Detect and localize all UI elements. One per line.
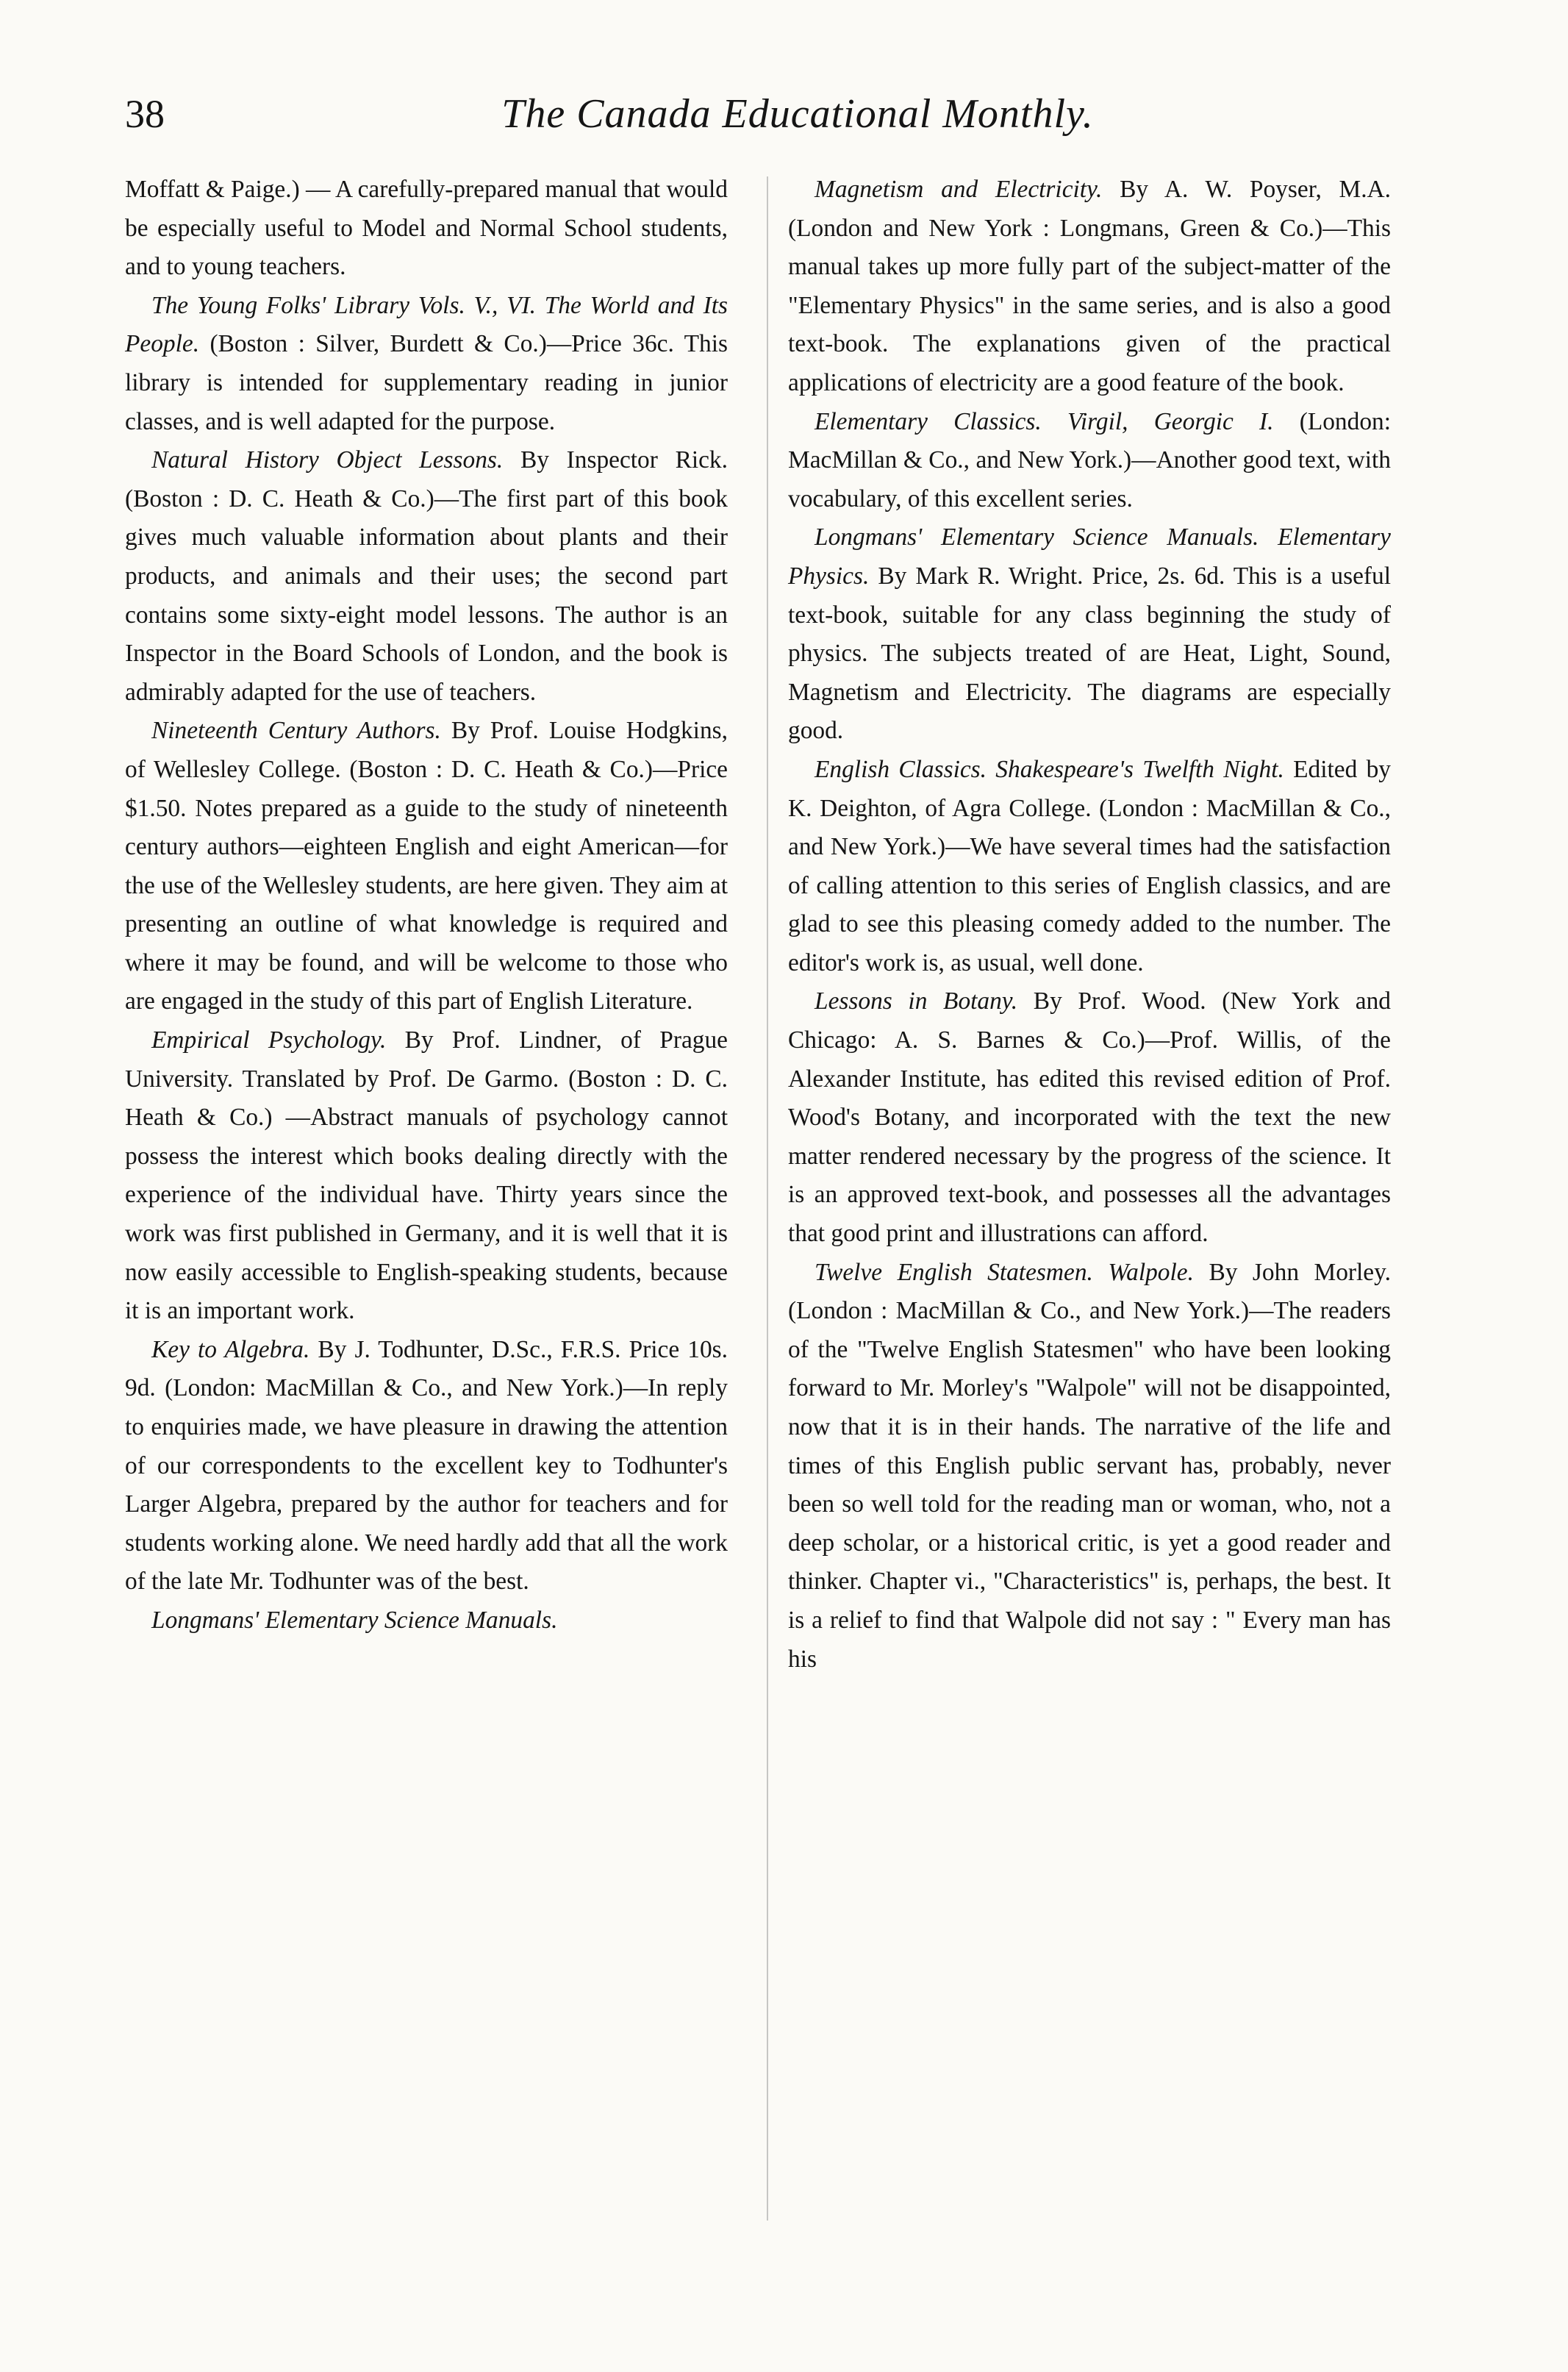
review-entry — [788, 751, 1391, 983]
book-title: Lessons in Botany. — [815, 987, 1018, 1015]
book-title: Twelve English Statesmen. Walpole. — [815, 1258, 1194, 1286]
book-title: English Classics. Shakespeare's Twelfth Night. — [815, 755, 1284, 783]
right-column — [788, 171, 1391, 1679]
column-divider — [767, 176, 768, 2221]
review-entry — [125, 712, 728, 1021]
review-entry — [125, 1601, 728, 1640]
book-title: Elementary Classics. Virgil, Georgic I. — [815, 407, 1274, 435]
review-text: By Mark R. Wright. Price, 2s. 6d. This is a useful text-book, suitable for any class beginning the study of physics. The subjects treated of are Heat, Light, Sound, Magnetism and Electricity. The diagrams are especially good. — [788, 562, 1391, 745]
page-number: 38 — [125, 92, 165, 136]
review-entry — [125, 171, 728, 287]
review-text: Moffatt & Paige.) — A carefully-prepared manual that would be especially useful to Model and Normal School students, and to young teachers. — [125, 176, 728, 281]
review-entry — [125, 1021, 728, 1331]
book-title: Longmans' Elementary Science Manuals. Elementary Physics. — [788, 524, 1391, 590]
review-entry — [125, 287, 728, 441]
review-text: (Boston : Silver, Burdett & Co.)—Price 36c. This library is intended for supplementary reading in junior classes, and is well adapted for the purpose. — [125, 330, 728, 435]
left-column — [125, 171, 728, 1640]
review-text: By Prof. Wood. (New York and Chicago: A. S. Barnes & Co.)—Prof. Willis, of the Alexander Institute, has edited this revised edition of Prof. Wood's Botany, and incorporated with the text the new matter rendered necessary by the progress of the science. It is an approved text-book, and possesses all the advantages that good print and illustrations can afford. — [788, 987, 1391, 1248]
review-entry — [125, 1331, 728, 1601]
book-title: Longmans' Elementary Science Manuals. — [151, 1606, 558, 1634]
review-text: By Prof. Lindner, of Prague University. Translated by Prof. De Garmo. (Boston : D. C. Heath & Co.) —Abstract manuals of psychology cannot possess the interest which books dealing directly with the experience of the individual have. Thirty years since the work was first published in Germany, and it is well that it is now easily accessible to English-speaking students, because it is an important work. — [125, 1026, 728, 1325]
review-entry — [788, 403, 1391, 519]
review-text: By Prof. Louise Hodgkins, of Wellesley College. (Boston : D. C. Heath & Co.)—Price $1.50. Notes prepared as a guide to the study of nineteenth century authors—eighteen English and eight American—for the use of the Wellesley students, are here given. They aim at presenting an outline of what knowledge is required and where it may be found, and will be welcome to those who are engaged in the study of this part of English Literature. — [125, 717, 728, 1015]
book-title: The Young Folks' Library Vols. V., VI. The World and Its People. — [125, 291, 728, 358]
running-title: The Canada Educational Monthly. — [501, 91, 1094, 137]
book-title: Natural History Object Lessons. — [151, 446, 504, 474]
review-entry — [125, 441, 728, 712]
book-title: Nineteenth Century Authors. — [151, 717, 441, 745]
book-title: Key to Algebra. — [151, 1335, 310, 1363]
review-text: By John Morley. (London : MacMillan & Co., and New York.)—The readers of the "Twelve English Statesmen" who have been looking forward to Mr. Morley's "Walpole" will not be disappointed, now that it is in their hands. The narrative of the life and times of this English public servant has, probably, never been so well told for the reading man or woman, who, not a deep scholar, or a historical critic, is yet a good reader and thinker. Chapter vi., "Characteristics" is, perhaps, the best. It is a relief to find that Walpole did not say : " Every man has his — [788, 1258, 1391, 1673]
review-text: Edited by K. Deighton, of Agra College. (London : MacMillan & Co., and New York.)—We have several times had the satisfaction of calling attention to this series of English classics, and are glad to see this pleasing comedy added to the number. The editor's work is, as usual, well done. — [788, 755, 1392, 976]
review-text: By Inspector Rick. (Boston : D. C. Heath & Co.)—The first part of this book gives much valuable information about plants and their products, and animals and their uses; the second part contains some sixty-eight model lessons. The author is an Inspector in the Board Schools of London, and the book is admirably adapted for the use of teachers. — [125, 446, 728, 706]
page-header — [125, 85, 1470, 143]
book-title: Empirical Psychology. — [151, 1026, 387, 1054]
review-text: By A. W. Poyser, M.A. (London and New York : Longmans, Green & Co.)—This manual takes up more fully part of the subject-matter of the "Elementary Physics" in the same series, and is also a good text-book. The explanations given of the practical applications of electricity are a good feature of the book. — [788, 176, 1392, 396]
review-text: By J. Todhunter, D.Sc., F.R.S. Price 10s. 9d. (London: MacMillan & Co., and New York.)—In reply to enquiries made, we have pleasure in drawing the attention of our correspondents to the excellent key to Todhunter's Larger Algebra, prepared by the author for teachers and for students working alone. We need hardly add that all the work of the late Mr. Todhunter was of the best. — [125, 1335, 728, 1596]
review-text: (London: MacMillan & Co., and New York.)—Another good text, with vocabulary, of this excellent series. — [788, 407, 1391, 512]
review-entry — [788, 171, 1391, 403]
review-entry — [788, 518, 1391, 751]
book-title: Magnetism and Electricity. — [815, 176, 1103, 203]
review-entry — [788, 1254, 1391, 1679]
review-entry — [788, 982, 1391, 1253]
